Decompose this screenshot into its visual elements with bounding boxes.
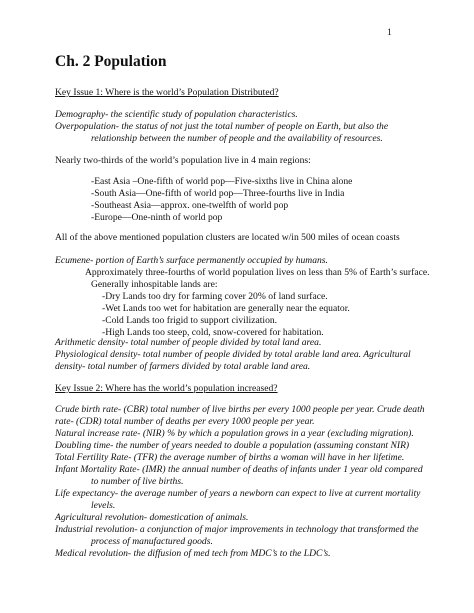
definition-line: Demography- the scientific study of population characteristics. bbox=[55, 109, 298, 120]
definition-line: relationship between the number of people and the availability of resources. bbox=[91, 133, 383, 144]
region-item: -Europe—One-ninth of world pop bbox=[91, 212, 223, 223]
ecumene-line: Approximately three-fourths of world population lives on less than 5% of Earth’s surface. bbox=[85, 267, 430, 278]
definition-line: process of manufactured goods. bbox=[91, 536, 213, 547]
region-item: -Southeast Asia—approx. one-twelfth of world pop bbox=[91, 200, 289, 211]
density-definition: Arithmetic density- total number of people divided by total land area. bbox=[55, 337, 322, 348]
ecumene-line: -Wet Lands too wet for habitation are generally near the equator. bbox=[102, 303, 350, 314]
key-issue-1-heading: Key Issue 1: Where is the world’s Population Distributed? bbox=[55, 87, 279, 98]
definition-line: to number of live births. bbox=[91, 476, 184, 487]
ecumene-line: -Cold Lands too frigid to support civilization. bbox=[102, 315, 278, 326]
definition-line: Total Fertility Rate- (TFR) the average number of births a woman will have in her lifetime. bbox=[55, 452, 405, 463]
page-title: Ch. 2 Population bbox=[55, 53, 167, 70]
definition-line: Overpopulation- the status of not just the total number of people on Earth, but also the bbox=[55, 121, 389, 132]
definition-line: Medical revolution- the diffusion of med tech from MDC’s to the LDC’s. bbox=[55, 548, 331, 559]
ecumene-line: Generally inhospitable lands are: bbox=[91, 279, 218, 290]
definition-line: Agricultural revolution- domestication of animals. bbox=[55, 512, 249, 523]
definition-line: Life expectancy- the average number of years a newborn can expect to live at current mortality bbox=[55, 488, 421, 499]
definition-line: Industrial revolution- a conjunction of major improvements in technology that transformed the bbox=[55, 524, 419, 535]
clusters-note: All of the above mentioned population clusters are located w/in 500 miles of ocean coasts bbox=[55, 232, 400, 243]
density-definition: density- total number of farmers divided by total arable land area. bbox=[55, 361, 311, 372]
definition-line: levels. bbox=[91, 500, 116, 511]
page-number: 1 bbox=[387, 27, 392, 38]
region-item: -South Asia—One-fifth of world pop—Three-fourths live in India bbox=[91, 188, 345, 199]
ecumene-line: -High Lands too steep, cold, snow-covered for habitation. bbox=[102, 327, 324, 338]
definition-line: Infant Mortality Rate- (IMR) the annual number of deaths of infants under 1 year old compared bbox=[55, 464, 423, 475]
definition-line: Natural increase rate- (NIR) % by which a population grows in a year (excluding migration). bbox=[55, 428, 414, 439]
definition-line: Crude birth rate- (CBR) total number of live births per every 1000 people per year. Crude death bbox=[55, 404, 425, 415]
definition-line: rate- (CDR) total number of deaths per every 1000 people per year. bbox=[55, 416, 315, 427]
region-item: -East Asia –One-fifth of world pop—Five-sixths live in China alone bbox=[91, 176, 353, 187]
ecumene-line: -Dry Lands too dry for farming cover 20% of land surface. bbox=[102, 291, 328, 302]
density-definition: Physiological density- total number of people divided by total arable land area. Agricultural bbox=[55, 349, 411, 360]
regions-intro: Nearly two-thirds of the world’s population live in 4 main regions: bbox=[55, 155, 311, 166]
ecumene-definition: Ecumene- portion of Earth’s surface permanently occupied by humans. bbox=[55, 255, 328, 266]
key-issue-2-heading: Key Issue 2: Where has the world’s population increased? bbox=[55, 383, 278, 394]
definition-line: Doubling time- the number of years needed to double a population (assuming constant NIR) bbox=[55, 440, 410, 451]
